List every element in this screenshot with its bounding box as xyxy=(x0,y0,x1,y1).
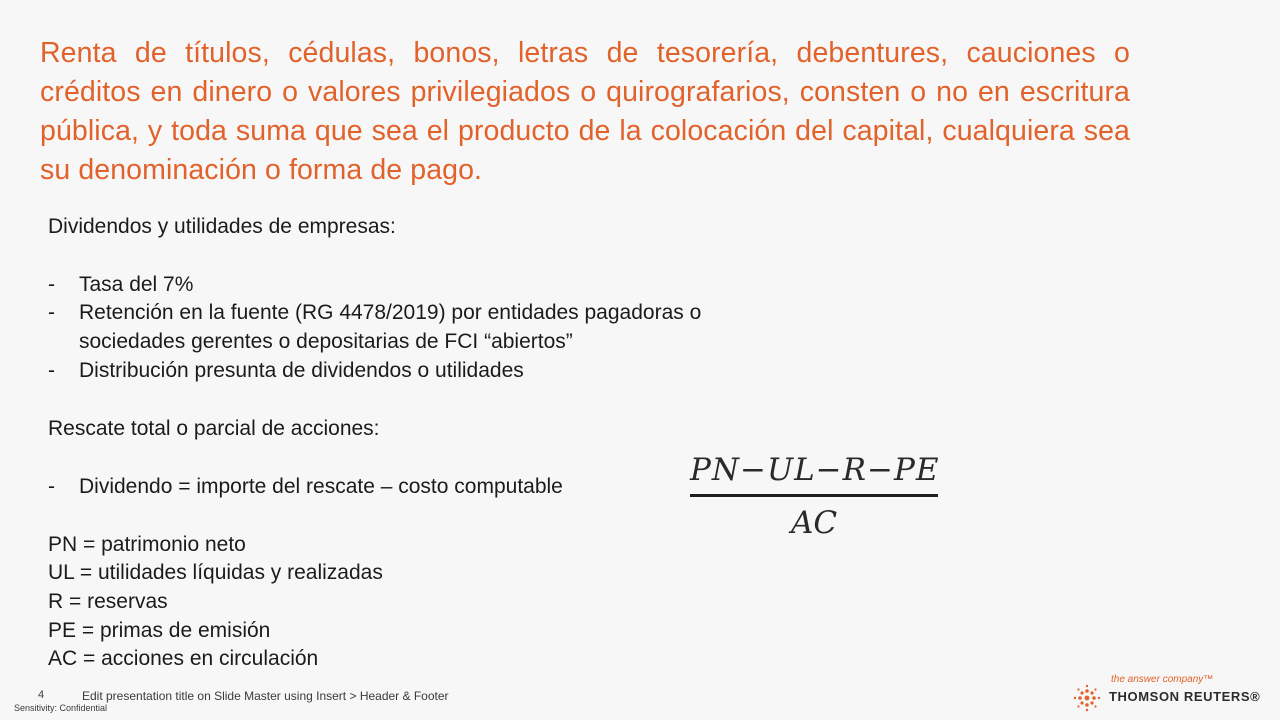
rescate-heading: Rescate total o parcial de acciones: xyxy=(48,417,380,440)
slide-number: 4 xyxy=(38,689,45,701)
definition-pn: PN = patrimonio neto xyxy=(48,533,246,556)
bullet-dash: - xyxy=(48,475,55,498)
sensitivity-label: Sensitivity: Confidential xyxy=(14,703,108,713)
bullet-dash: - xyxy=(48,301,55,324)
dividendos-heading: Dividendos y utilidades de empresas: xyxy=(48,215,396,238)
thomson-reuters-logo xyxy=(1073,674,1263,714)
bullet-dash: - xyxy=(48,273,55,296)
definition-r: R = reservas xyxy=(48,590,168,613)
logo-brand: THOMSON REUTERS® xyxy=(1109,689,1261,704)
fraction-bar xyxy=(690,494,938,497)
formula-denominator: AC xyxy=(790,505,838,541)
definition-ac: AC = acciones en circulación xyxy=(48,647,319,670)
bullet-text: sociedades gerentes o depositarias de FCI “abiertos” xyxy=(79,330,573,353)
bullet-text: Dividendo = importe del rescate – costo computable xyxy=(79,475,563,498)
formula xyxy=(690,450,938,543)
thomson-reuters-dots-icon xyxy=(1073,684,1101,712)
bullet-text: Distribución presunta de dividendos o utilidades xyxy=(79,359,524,382)
bullet-dash: - xyxy=(48,359,55,382)
formula-numerator: PN−UL−R−PE xyxy=(690,452,940,488)
definition-ul: UL = utilidades líquidas y realizadas xyxy=(48,561,383,584)
definition-pe: PE = primas de emisión xyxy=(48,619,271,642)
bullet-text: Retención en la fuente (RG 4478/2019) por entidades pagadoras o xyxy=(79,301,702,324)
slide-title: Renta de títulos, cédulas, bonos, letras de tesorería, debentures, cauciones o créditos en dinero o valores privilegiados o quirografarios, consten o no en escritura pública, y toda suma que sea el producto de la colocación del capital, cualquiera sea su denominación o forma de pago. xyxy=(40,37,1130,186)
footer-title: Edit presentation title on Slide Master using Insert > Header & Footer xyxy=(82,689,449,703)
bullet-text: Tasa del 7% xyxy=(79,273,194,296)
logo-tagline: the answer company™ xyxy=(1111,674,1214,685)
